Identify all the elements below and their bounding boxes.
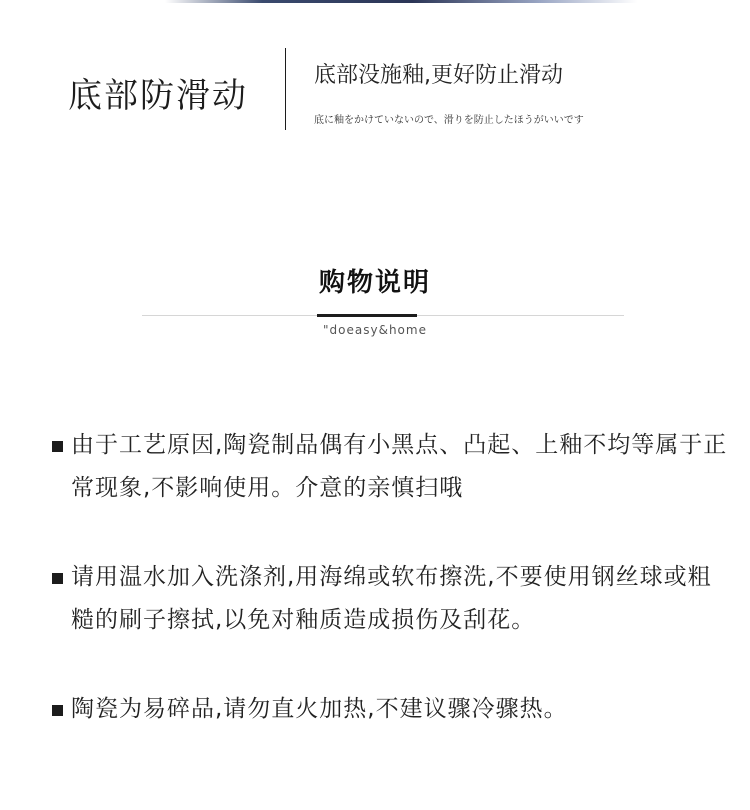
note-item (52, 424, 732, 510)
square-bullet-icon (52, 441, 63, 452)
feature-subtitle-jp: 底に釉をかけていないので、滑りを防止したほうがいいです (314, 115, 584, 126)
top-banner-strip (0, 0, 750, 3)
note-item (52, 556, 732, 642)
feature-divider (285, 48, 286, 130)
square-bullet-icon (52, 573, 63, 584)
section-subtitle: "doeasy&home (323, 323, 427, 337)
note-item (52, 688, 732, 731)
feature-subtitle-cn: 底部没施釉,更好防止滑动 (314, 63, 563, 88)
section-title: 购物说明 (318, 268, 431, 298)
feature-title: 底部防滑动 (68, 76, 248, 116)
note-text: 陶瓷为易碎品,请勿直火加热,不建议骤冷骤热。 (71, 696, 568, 722)
note-text: 请用温水加入洗涤剂,用海绵或软布擦洗,不要使用钢丝球或粗糙的刷子擦拭,以免对釉质造成损伤及刮花。 (71, 564, 712, 633)
shopping-notes-list (52, 424, 732, 731)
square-bullet-icon (52, 705, 63, 716)
section-divider-accent (317, 314, 417, 317)
note-text: 由于工艺原因,陶瓷制品偶有小黑点、凸起、上釉不均等属于正常现象,不影响使用。介意的亲慎扫哦 (71, 432, 728, 501)
